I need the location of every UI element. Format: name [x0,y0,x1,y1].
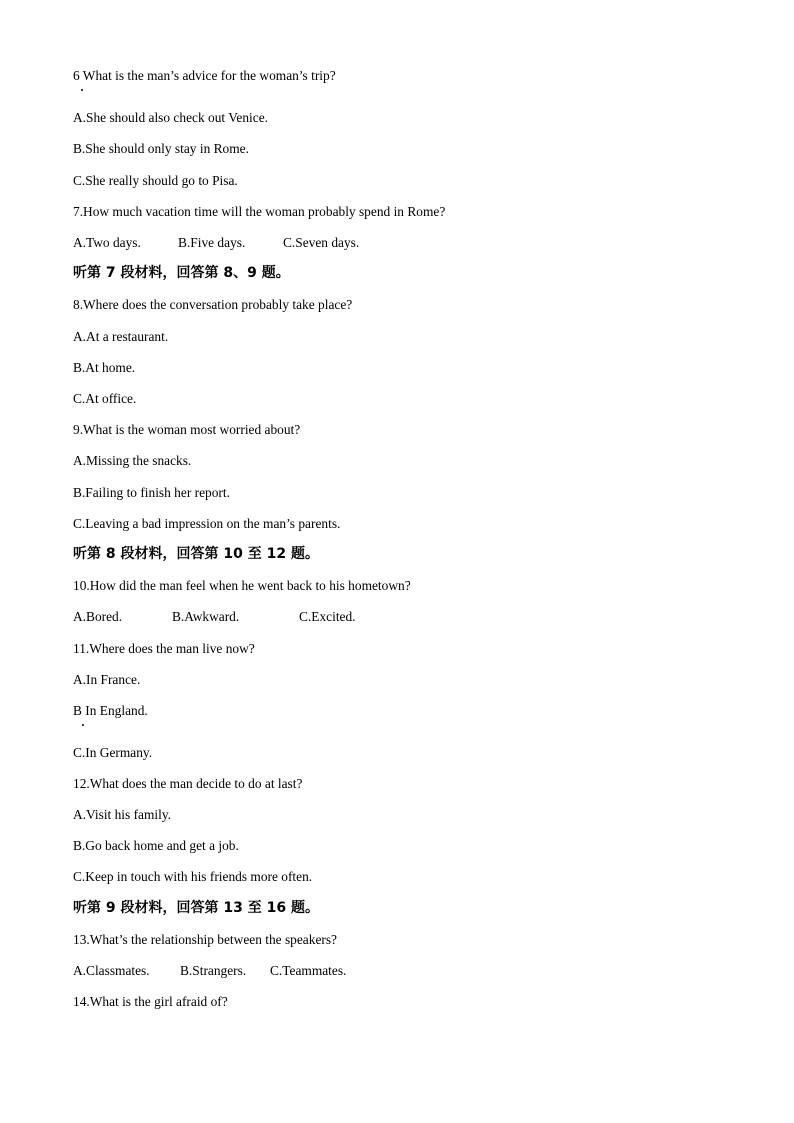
question-6-option-b: B.She should only stay in Rome. [73,141,249,156]
question-7-option-a: A.Two days. [73,235,141,250]
question-10-option-a: A.Bored. [73,609,123,624]
stray-dot-mark [81,89,83,91]
section-heading-9: 听第 9 段材料，回答第 13 至 16 题。 [73,900,319,916]
question-14: 14.What is the girl afraid of? [73,994,228,1009]
question-10-options [73,609,356,625]
question-12-option-b: B.Go back home and get a job. [73,838,239,853]
question-13: 13.What’s the relationship between the speakers? [73,932,338,947]
question-7: 7.How much vacation time will the woman probably spend in Rome? [73,204,446,219]
question-13-option-a: A.Classmates. [73,963,150,978]
question-9: 9.What is the woman most worried about? [73,422,301,437]
question-9-option-c: C.Leaving a bad impression on the man’s parents. [73,516,341,531]
question-11-option-c: C.In Germany. [73,745,153,760]
question-7-options [73,235,360,251]
question-12: 12.What does the man decide to do at last? [73,776,303,791]
question-8-option-a: A.At a restaurant. [73,329,169,344]
question-6-option-c: C.She really should go to Pisa. [73,173,238,188]
question-11: 11.Where does the man live now? [73,641,255,656]
question-10: 10.How did the man feel when he went back to his hometown? [73,578,411,593]
question-13-option-c: C.Teammates. [270,963,347,978]
question-10-option-c: C.Excited. [299,609,356,624]
question-7-option-c: C.Seven days. [283,235,360,250]
section-heading-7: 听第 7 段材料，回答第 8、9 题。 [73,265,290,281]
question-6-option-a: A.She should also check out Venice. [73,110,268,125]
question-8-option-c: C.At office. [73,391,137,406]
question-10-option-b: B.Awkward. [172,609,240,624]
section-heading-8: 听第 8 段材料，回答第 10 至 12 题。 [73,546,319,562]
question-13-option-b: B.Strangers. [180,963,247,978]
question-8-option-b: B.At home. [73,360,136,375]
question-6: 6 What is the man’s advice for the woman’s trip? [73,68,336,83]
question-7-option-b: B.Five days. [178,235,246,250]
stray-dot-mark [82,724,84,726]
question-12-option-a: A.Visit his family. [73,807,172,822]
question-8: 8.Where does the conversation probably take place? [73,297,353,312]
question-11-option-b: B In England. [73,703,148,718]
question-11-option-a: A.In France. [73,672,141,687]
question-12-option-c: C.Keep in touch with his friends more often. [73,869,313,884]
question-9-option-b: B.Failing to finish her report. [73,485,230,500]
question-13-options [73,963,347,979]
question-9-option-a: A.Missing the snacks. [73,453,192,468]
